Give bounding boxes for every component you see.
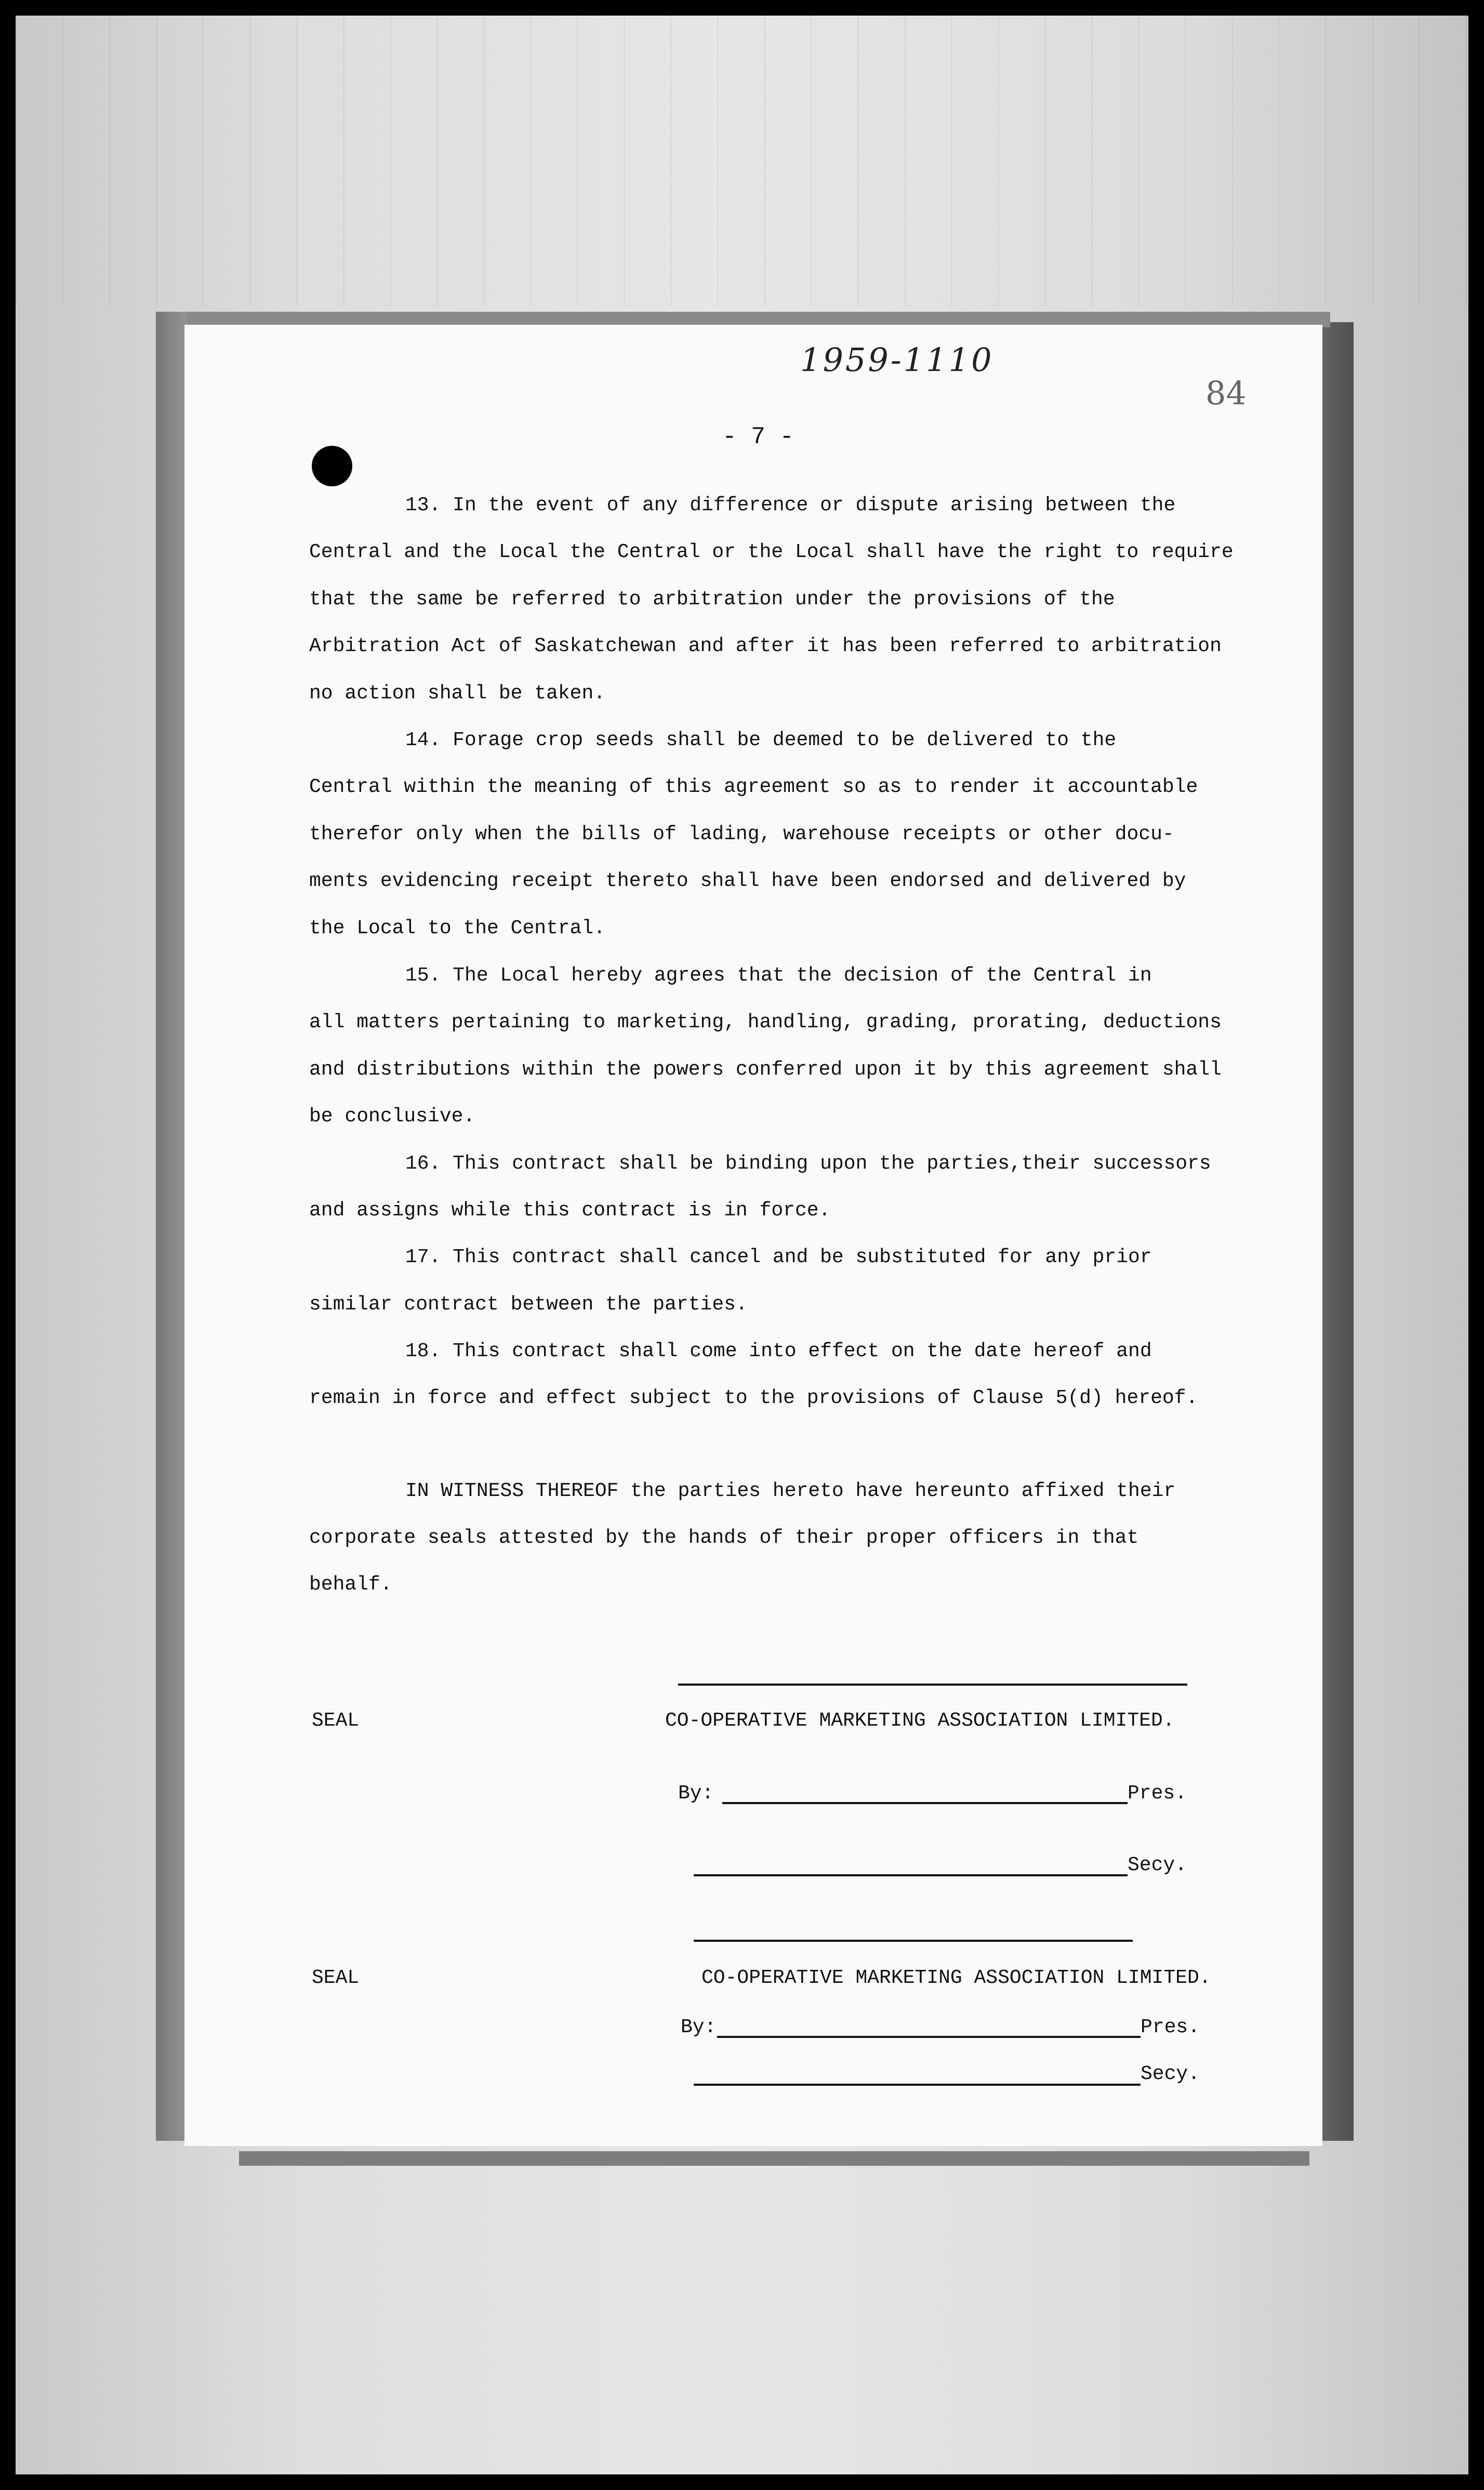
- clause-13-line-2: Central and the Local the Central or the Local shall have the right to require: [309, 541, 1234, 563]
- secretary-signature-line-1: [694, 1874, 1128, 1876]
- clause-18-line-1: 18. This contract shall come into effect on the date hereof and: [405, 1340, 1152, 1362]
- clause-13-line-1: 13. In the event of any difference or dispute arising between the: [405, 494, 1176, 516]
- page-edge-right: [1317, 322, 1354, 2141]
- pres-label-1: Pres.: [1128, 1782, 1187, 1805]
- clause-18-line-2: remain in force and effect subject to the provisions of Clause 5(d) hereof.: [309, 1387, 1198, 1409]
- association-name-2: CO-OPERATIVE MARKETING ASSOCIATION LIMITED.: [701, 1967, 1211, 1989]
- clause-14-line-3: therefor only when the bills of lading, warehouse receipts or other docu-: [309, 823, 1174, 845]
- page-edge-bottom: [239, 2151, 1309, 2166]
- clause-15-line-3: and distributions within the powers conferred upon it by this agreement shall: [309, 1058, 1222, 1081]
- folio-number: 84: [1205, 374, 1247, 412]
- handwritten-file-number: 1959-1110: [800, 341, 994, 379]
- clause-15-line-4: be conclusive.: [309, 1105, 475, 1128]
- clause-13-line-5: no action shall be taken.: [309, 682, 606, 705]
- hole-punch: [312, 446, 352, 486]
- clause-14-line-2: Central within the meaning of this agreement so as to render it accountable: [309, 776, 1198, 798]
- witness-line-3: behalf.: [309, 1573, 392, 1596]
- secy-label-2: Secy.: [1141, 2063, 1200, 2085]
- signature-rule-top-1: [678, 1684, 1187, 1686]
- film-streaks: [16, 16, 1468, 307]
- pres-label-2: Pres.: [1141, 2016, 1200, 2038]
- clause-16-line-1: 16. This contract shall be binding upon the parties,their successors: [405, 1153, 1211, 1175]
- clause-16-line-2: and assigns while this contract is in force.: [309, 1199, 831, 1222]
- president-signature-line-2: [717, 2036, 1141, 2038]
- clause-15-line-2: all matters pertaining to marketing, handling, grading, prorating, deductions: [309, 1011, 1222, 1034]
- clause-17-line-2: similar contract between the parties.: [309, 1293, 748, 1316]
- by-label-1: By:: [678, 1782, 714, 1805]
- clause-17-line-1: 17. This contract shall cancel and be substituted for any prior: [405, 1246, 1152, 1268]
- clause-15-line-1: 15. The Local hereby agrees that the decision of the Central in: [405, 964, 1152, 987]
- page-number: - 7 -: [722, 423, 794, 451]
- clause-13-line-3: that the same be referred to arbitration under the provisions of the: [309, 588, 1115, 611]
- clause-13-line-4: Arbitration Act of Saskatchewan and after it has been referred to arbitration: [309, 635, 1222, 657]
- president-signature-line-1: [722, 1802, 1128, 1804]
- seal-label-2: SEAL: [312, 1967, 360, 1989]
- association-name-1: CO-OPERATIVE MARKETING ASSOCIATION LIMITED.: [665, 1710, 1175, 1732]
- by-label-2: By:: [681, 2016, 717, 2038]
- clause-14-line-1: 14. Forage crop seeds shall be deemed to be delivered to the: [405, 729, 1117, 751]
- witness-line-2: corporate seals attested by the hands of their proper officers in that: [309, 1527, 1139, 1549]
- secy-label-1: Secy.: [1128, 1854, 1187, 1876]
- clause-14-line-5: the Local to the Central.: [309, 917, 606, 939]
- clause-14-line-4: ments evidencing receipt thereto shall have been endorsed and delivered by: [309, 870, 1186, 892]
- signature-rule-top-2: [694, 1940, 1133, 1942]
- secretary-signature-line-2: [694, 2084, 1141, 2086]
- witness-line-1: IN WITNESS THEREOF the parties hereto have hereunto affixed their: [405, 1480, 1176, 1502]
- seal-label-1: SEAL: [312, 1710, 360, 1732]
